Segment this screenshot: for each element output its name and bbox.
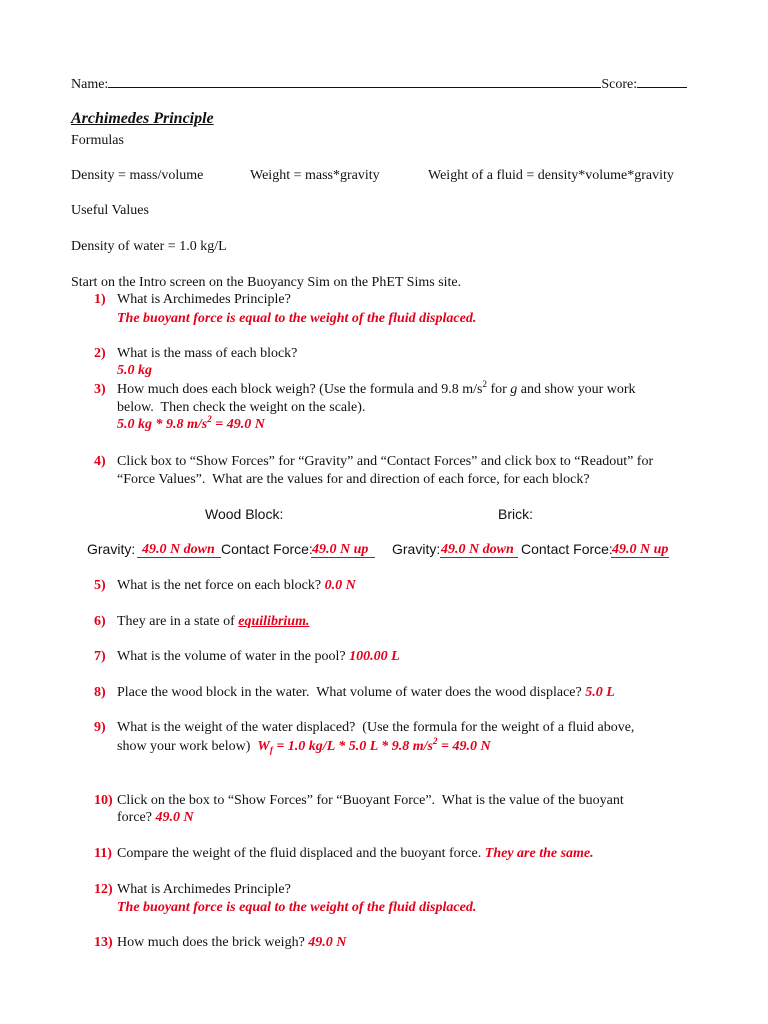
question-8 (94, 684, 615, 701)
question-number: 1) (94, 292, 106, 307)
question-text: What is Archimedes Principle? (117, 292, 291, 307)
question-text: Click on the box to “Show Forces” for “Buoyant Force”. What is the value of the buoyant (117, 793, 624, 808)
name-label: Name: (71, 77, 109, 92)
formula-fluid-weight: Weight of a fluid = density*volume*gravity (428, 168, 674, 183)
answer-text: 5.0 kg * 9.8 m/s (117, 417, 208, 432)
answer-5: 0.0 N (324, 578, 356, 593)
question-3 (94, 381, 636, 398)
question-text: Compare the weight of the fluid displaced and the buoyant force. (117, 846, 485, 861)
brick-contact-label: Contact Force: (521, 541, 613, 557)
question-number: 13) (94, 935, 113, 950)
superscript: 2 (207, 414, 212, 424)
answer-text: = 49.0 N (437, 739, 491, 754)
question-number: 12) (94, 882, 113, 897)
wood-contact-label: Contact Force: (221, 541, 313, 557)
question-number: 3) (94, 382, 106, 397)
question-text: What is Archimedes Principle? (117, 882, 291, 897)
answer-12: The buoyant force is equal to the weight of the fluid displaced. (117, 900, 477, 915)
answer-1: The buoyant force is equal to the weight of the fluid displaced. (117, 311, 477, 326)
question-number: 6) (94, 614, 106, 629)
score-label: Score: (601, 77, 638, 92)
question-4-line-2: “Force Values”. What are the values for and direction of each force, for each block? (117, 472, 590, 487)
useful-value-water-density: Density of water = 1.0 kg/L (71, 239, 227, 254)
answer-13: 49.0 N (308, 935, 347, 950)
brick-gravity-label: Gravity: (392, 541, 441, 557)
name-blank (108, 74, 601, 88)
answer-2: 5.0 kg (117, 363, 152, 378)
question-text: How much does the brick weigh? (117, 935, 309, 950)
wood-block-label: Wood Block: (205, 506, 284, 522)
formulas-heading: Formulas (71, 133, 124, 148)
question-9 (94, 719, 634, 736)
question-number: 5) (94, 578, 106, 593)
question-number: 2) (94, 346, 106, 361)
question-text: What is the mass of each block? (117, 346, 298, 361)
answer-text: 49.0 N up (311, 543, 375, 558)
formula-weight: Weight = mass*gravity (250, 168, 380, 183)
question-number: 9) (94, 720, 106, 735)
question-text: What is the volume of water in the pool? (117, 649, 350, 664)
useful-values-heading: Useful Values (71, 203, 149, 218)
brick-contact-answer (611, 541, 669, 558)
question-number: 10) (94, 793, 113, 808)
superscript: 2 (433, 736, 438, 746)
header-row (71, 74, 687, 93)
question-10 (94, 792, 624, 809)
question-number: 4) (94, 454, 106, 469)
score-blank (637, 74, 687, 88)
question-text: What is the net force on each block? (117, 578, 325, 593)
answer-text: = 1.0 kg/L * 5.0 L * 9.8 m/s (272, 739, 433, 754)
question-11 (94, 845, 594, 862)
question-13 (94, 934, 346, 951)
wood-contact-answer (311, 541, 375, 558)
answer-9 (257, 736, 491, 755)
question-12 (94, 881, 291, 898)
question-10-line-2 (117, 809, 194, 826)
answer-text: 49.0 N up (612, 542, 669, 557)
question-text: They are in a state of (117, 614, 239, 629)
question-1 (94, 291, 291, 308)
question-text: and show your work (517, 382, 636, 397)
question-text: for (486, 382, 511, 397)
brick-gravity-answer (440, 541, 518, 558)
intro-text: Start on the Intro screen on the Buoyancy Sim on the PhET Sims site. (71, 275, 462, 290)
answer-6: equilibrium. (238, 614, 310, 629)
superscript: 2 (482, 379, 487, 389)
question-number: 8) (94, 685, 106, 700)
question-3-line-2: below. Then check the weight on the scale). (117, 400, 366, 415)
question-6 (94, 613, 309, 630)
wood-gravity-answer (137, 541, 221, 558)
question-9-line-2 (117, 738, 491, 755)
page-title: Archimedes Principle (71, 110, 214, 127)
question-text: What is the weight of the water displaced? (Use the formula for the weight of a fluid above, (117, 720, 635, 735)
answer-w: W (257, 739, 270, 754)
question-text: force? (117, 810, 156, 825)
question-text: Click box to “Show Forces” for “Gravity” and “Contact Forces” and click box to “Readout” for (117, 454, 654, 469)
answer-10: 49.0 N (155, 810, 194, 825)
answer-text: = 49.0 N (211, 417, 265, 432)
question-text: show your work below) (117, 739, 258, 754)
question-number: 11) (94, 846, 112, 861)
answer-text: 49.0 N down (137, 543, 221, 558)
question-number: 7) (94, 649, 106, 664)
variable-g: g (510, 382, 518, 397)
question-text: Place the wood block in the water. What volume of water does the wood displace? (117, 685, 586, 700)
answer-text: 49.0 N down (440, 543, 518, 558)
answer-3 (117, 416, 265, 433)
subscript: f (269, 745, 273, 755)
question-7 (94, 648, 400, 665)
formula-density: Density = mass/volume (71, 168, 204, 183)
answer-7: 100.00 L (349, 649, 400, 664)
wood-gravity-label: Gravity: (87, 541, 136, 557)
answer-11: They are the same. (484, 846, 594, 861)
question-4 (94, 453, 653, 470)
question-2 (94, 345, 297, 362)
question-text: How much does each block weigh? (Use the formula and 9.8 m/s (117, 382, 483, 397)
brick-label: Brick: (498, 506, 533, 522)
answer-8: 5.0 L (585, 685, 615, 700)
question-5 (94, 577, 356, 594)
